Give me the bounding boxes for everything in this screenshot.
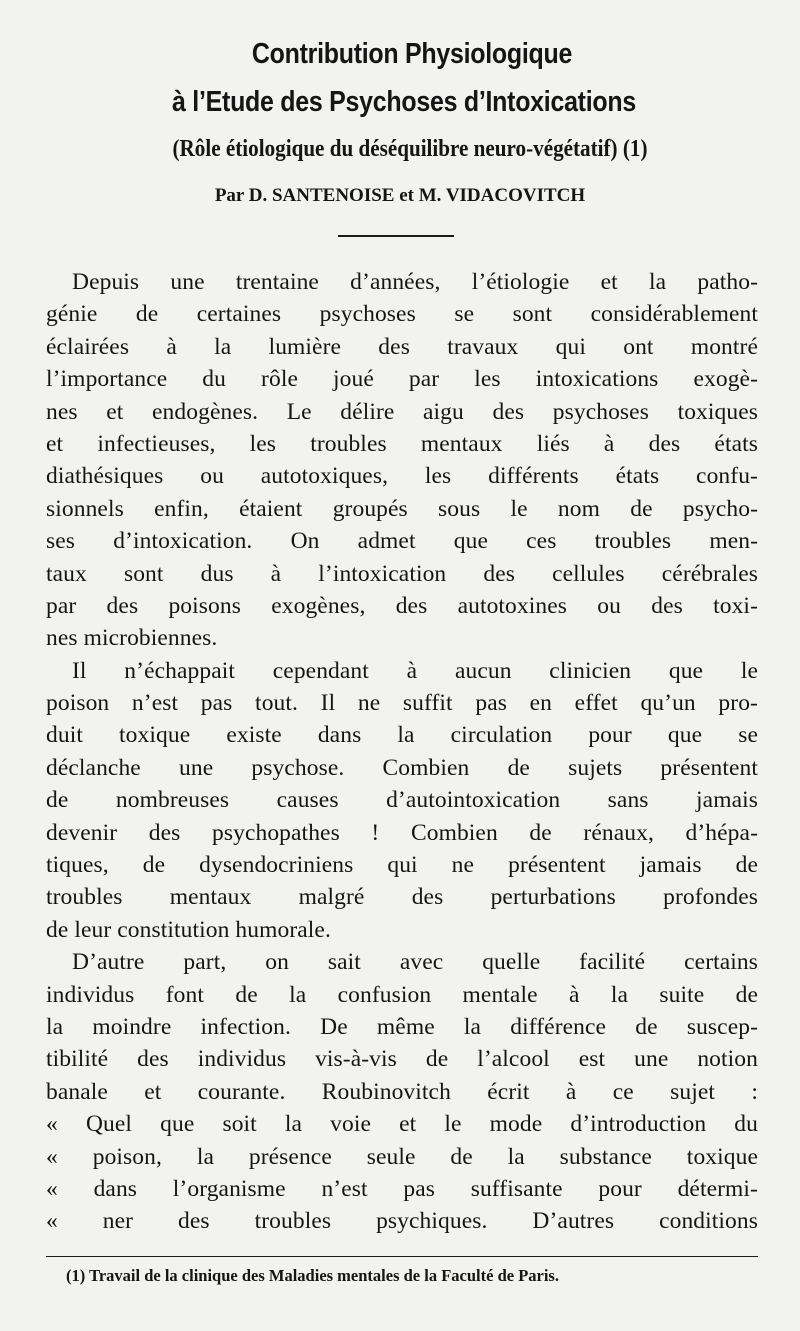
body-line: de leur constitution humorale. xyxy=(46,916,331,943)
body-line: ses d’intoxication. On admet que ces troubles men- xyxy=(46,528,758,555)
body-line: et infectieuses, les troubles mentaux liés à des états xyxy=(46,430,758,457)
body-line: poison n’est pas tout. Il ne suffit pas en effet qu’un pro- xyxy=(46,690,758,717)
body-line: duit toxique existe dans la circulation pour que se xyxy=(46,722,758,749)
body-line: « Quel que soit la voie et le mode d’introduction du xyxy=(46,1111,758,1138)
body-line: l’importance du rôle joué par les intoxications exogè- xyxy=(46,366,758,393)
body-line: déclanche une psychose. Combien de sujets présentent xyxy=(46,754,758,781)
body-line: génie de certaines psychoses se sont considérablement xyxy=(46,301,758,328)
body-line: « poison, la présence seule de la substance toxique xyxy=(46,1143,758,1170)
body-line: individus font de la confusion mentale à la suite de xyxy=(46,981,758,1008)
title-line-2: à l’Etude des Psychoses d’Intoxications xyxy=(172,86,636,118)
body-line: tiques, de dysendocriniens qui ne présentent jamais de xyxy=(46,852,758,879)
body-line: éclairées à la lumière des travaux qui ont montré xyxy=(46,333,758,360)
footnote-separator-rule xyxy=(46,1256,758,1257)
subtitle: (Rôle étiologique du déséquilibre neuro-végétatif) (1) xyxy=(172,136,648,162)
body-line: nes et endogènes. Le délire aigu des psychoses toxiques xyxy=(46,398,758,425)
body-line: Il n’échappait cependant à aucun clinicien que le xyxy=(72,657,758,684)
footnote: (1) Travail de la clinique des Maladies mentales de la Faculté de Paris. xyxy=(66,1266,559,1285)
body-line: de nombreuses causes d’autointoxication sans jamais xyxy=(46,787,758,814)
title-line-1: Contribution Physiologique xyxy=(251,38,573,70)
body-line: Depuis une trentaine d’années, l’étiologie et la patho- xyxy=(72,269,758,295)
body-line: troubles mentaux malgré des perturbations profondes xyxy=(46,884,758,911)
body-line: devenir des psychopathes ! Combien de rénaux, d’hépa- xyxy=(46,819,758,846)
body-text xyxy=(46,266,758,1238)
body-line: « ner des troubles psychiques. D’autres conditions xyxy=(46,1208,758,1235)
body-line: par des poisons exogènes, des autotoxines ou des toxi- xyxy=(46,592,758,619)
body-line: diathésiques ou autotoxiques, les différents états confu- xyxy=(46,463,758,490)
body-line: « dans l’organisme n’est pas suffisante pour détermi- xyxy=(46,1175,758,1202)
body-line: D’autre part, on sait avec quelle facilité certains xyxy=(72,949,758,976)
title-separator-rule xyxy=(338,235,454,237)
body-line: tibilité des individus vis-à-vis de l’alcool est une notion xyxy=(46,1046,758,1073)
body-line: sionnels enfin, étaient groupés sous le nom de psycho- xyxy=(46,495,758,522)
body-line: banale et courante. Roubinovitch écrit à ce sujet : xyxy=(46,1078,758,1105)
body-line: nes microbiennes. xyxy=(46,625,218,652)
authors-line: Par D. SANTENOISE et M. VIDACOVITCH xyxy=(214,185,586,206)
body-line: taux sont dus à l’intoxication des cellules cérébrales xyxy=(46,560,758,587)
body-line: la moindre infection. De même la différence de suscep- xyxy=(46,1013,758,1040)
